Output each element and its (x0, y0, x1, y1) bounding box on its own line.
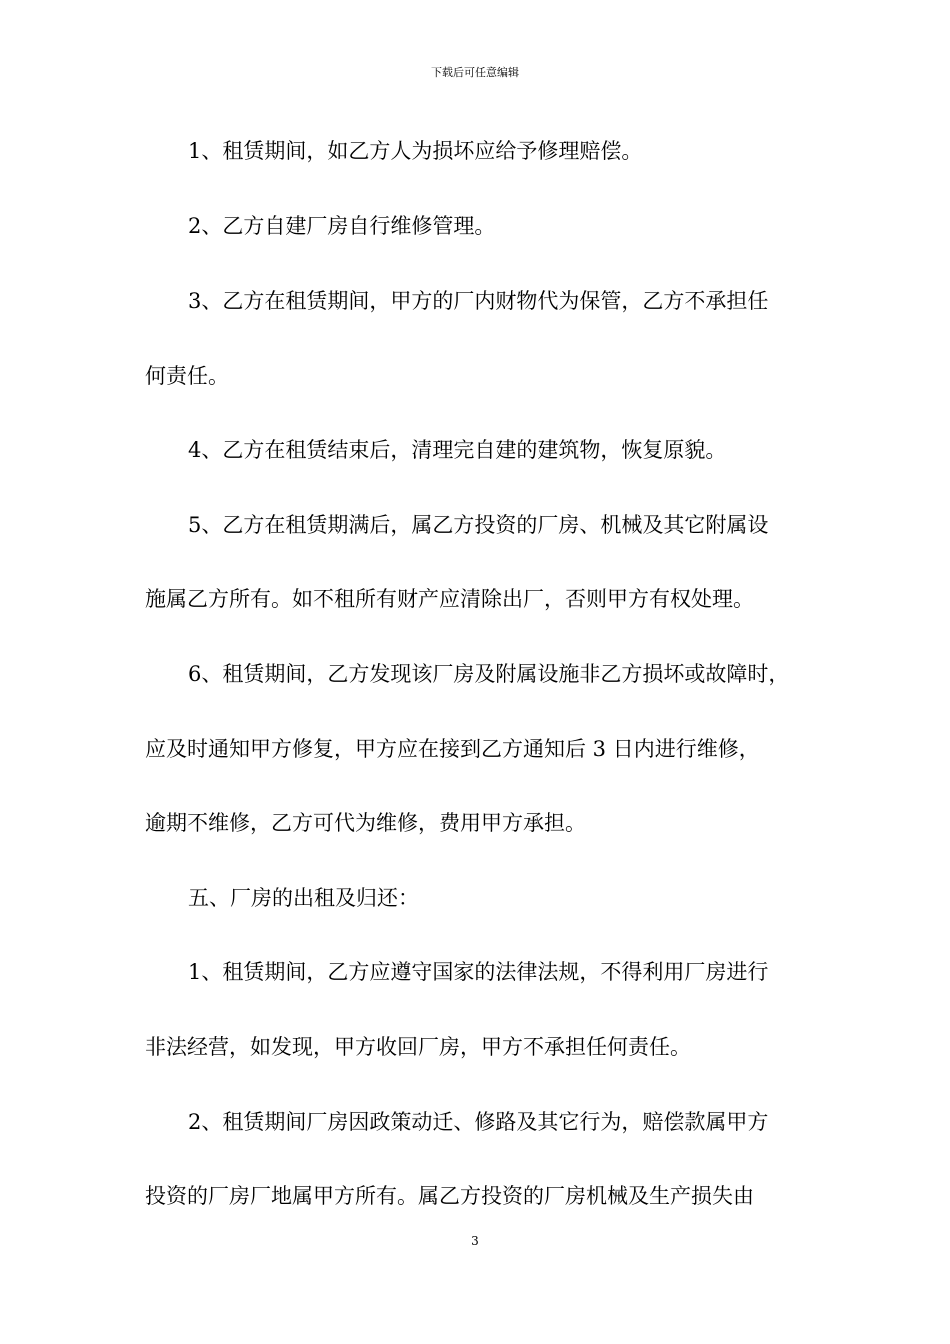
text-line: 逾期不维修，乙方可代为维修，费用甲方承担。 (145, 811, 586, 835)
text-line: 1、租赁期间，乙方应遵守国家的法律法规，不得利用厂房进行 (188, 960, 769, 984)
text-line: 2、租赁期间厂房因政策动迁、修路及其它行为，赔偿款属甲方 (188, 1110, 769, 1134)
text-line: 6、租赁期间，乙方发现该厂房及附属设施非乙方损坏或故障时， (188, 662, 790, 686)
text-line: 应及时通知甲方修复，甲方应在接到乙方通知后 3 日内进行维修， (145, 737, 760, 761)
text-line: 非法经营，如发现，甲方收回厂房，甲方不承担任何责任。 (145, 1035, 691, 1059)
page-header: 下载后可任意编辑 (431, 66, 519, 79)
text-line: 施属乙方所有。如不租所有财产应清除出厂，否则甲方有权处理。 (145, 587, 754, 611)
text-line: 4、乙方在租赁结束后，清理完自建的建筑物，恢复原貌。 (188, 438, 727, 462)
text-line: 投资的厂房厂地属甲方所有。属乙方投资的厂房机械及生产损失由 (145, 1184, 754, 1208)
text-line: 1、租赁期间，如乙方人为损坏应给予修理赔偿。 (188, 139, 643, 163)
text-line: 5、乙方在租赁期满后，属乙方投资的厂房、机械及其它附属设 (188, 513, 769, 537)
page-number: 3 (471, 1234, 479, 1248)
text-line: 何责任。 (145, 364, 229, 388)
text-line: 2、乙方自建厂房自行维修管理。 (188, 214, 496, 238)
section-heading: 五、厂房的出租及归还： (188, 886, 419, 910)
text-line: 3、乙方在租赁期间，甲方的厂内财物代为保管，乙方不承担任 (188, 289, 769, 313)
